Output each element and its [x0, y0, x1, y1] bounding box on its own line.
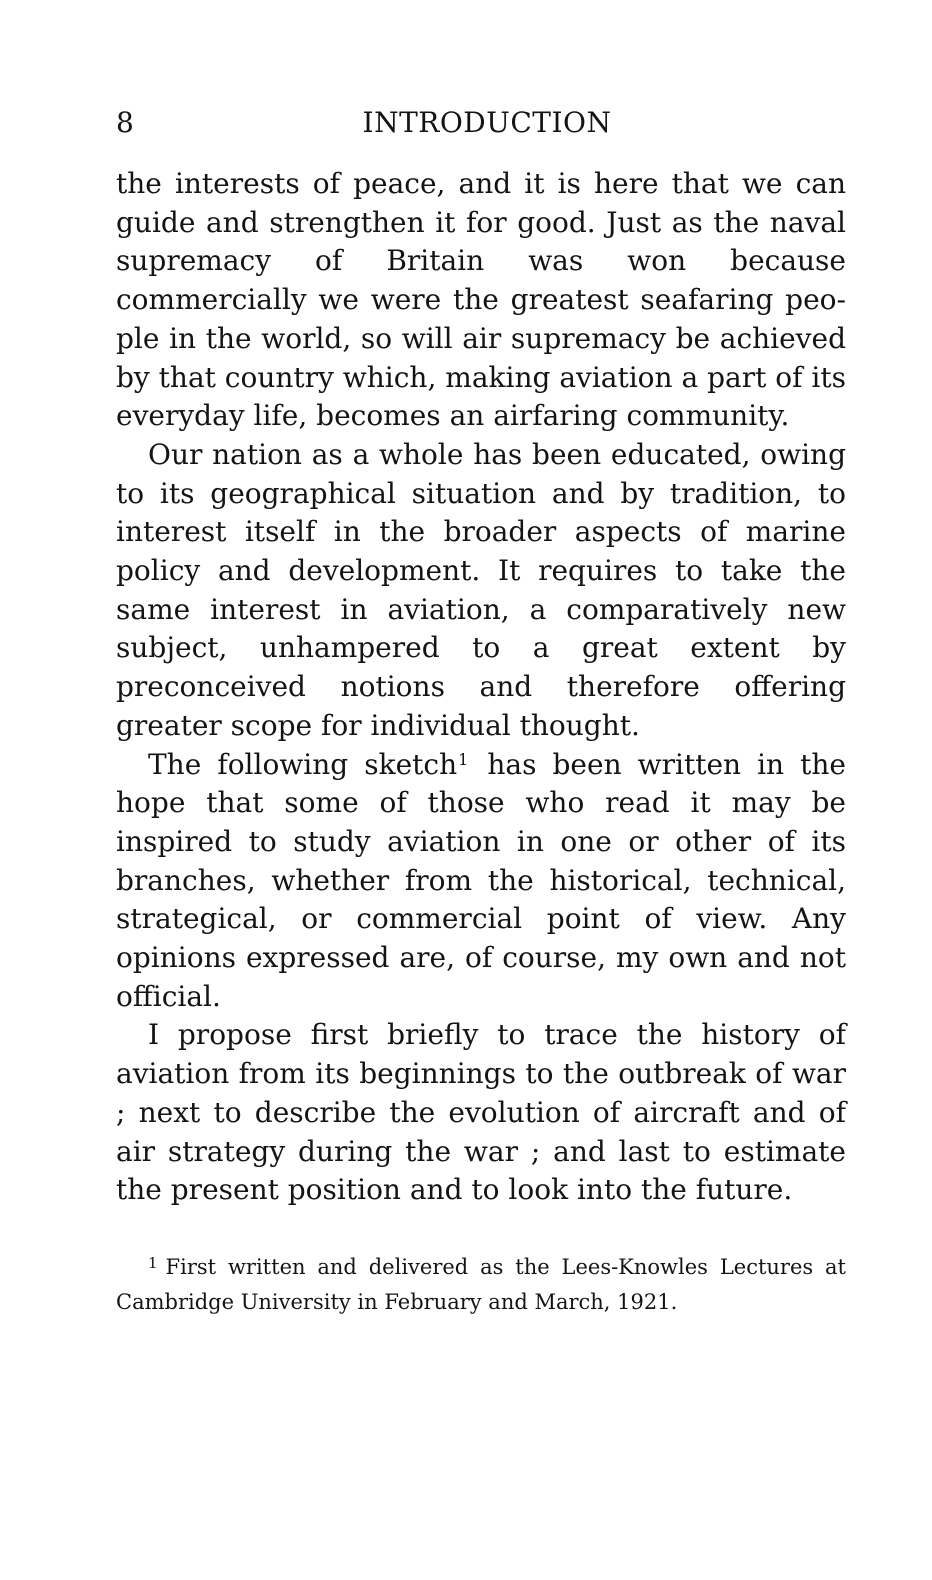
page-number: 8 — [116, 106, 134, 139]
paragraph-text: The following sketch — [148, 747, 458, 781]
paragraph: Our nation as a whole has been educated, owing to its geographical situation and by tradition, to interest itself in the broader aspects of marine policy and development. It requires to take the same interest in aviation, a comparatively new subject, unhampered to a great extent by preconceived notions and therefore offering greater scope for individual thought. — [116, 437, 846, 742]
paragraph: the interests of peace, and it is here that we can guide and strengthen it for good. Just as the naval supremacy of Britain was won because commercially we were the greatest seafaring people in the world, so will air supremacy be achieved by that country which, making aviation a part of its everyday life, becomes an airfaring community. — [116, 167, 846, 433]
chapter-title: INTRODUCTION — [362, 106, 612, 139]
footnote — [116, 1250, 846, 1320]
running-head — [116, 103, 846, 143]
footnote-reference: 1 — [458, 749, 469, 769]
paragraph: I propose first briefly to trace the history of aviation from its beginnings to the outbreak of war ; next to describe the evolution of aircraft and of air strategy during the war ; and last to estimate the present position and to look into the future. — [116, 1018, 846, 1207]
footnote-text: First written and delivered as the Lees-Knowles Lectures at Cambridge University in February and March, 1921. — [116, 1255, 846, 1314]
body-text — [116, 165, 846, 1210]
footnote-marker: 1 — [148, 1254, 158, 1272]
paragraph-text: has been written in the hope that some of those who read it may be inspired to study aviation in one or other of its branches, whether from the historical, technical, strategical, or commercial point of view. Any opinions expressed are, of course, my own and not official. — [116, 747, 846, 1013]
paragraph — [116, 746, 846, 1017]
